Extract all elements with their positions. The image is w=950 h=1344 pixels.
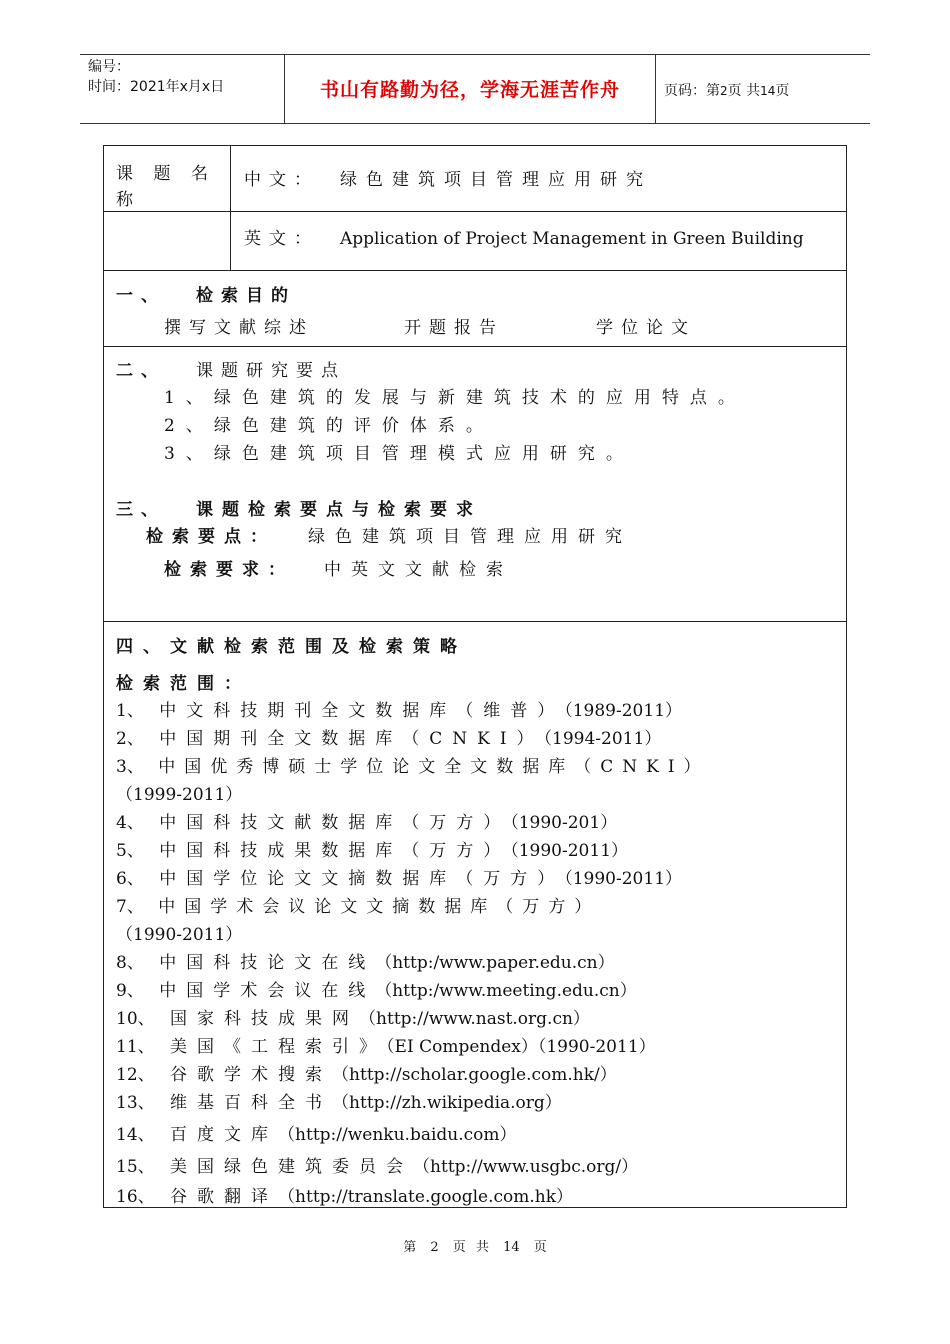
source-item (116, 1064, 838, 1086)
source-extra: （http://scholar.google.com.hk/） (332, 1065, 617, 1085)
footer-pre: 第 (403, 1240, 417, 1255)
source-item (116, 1124, 838, 1146)
source-extra: （1990-2011） (116, 925, 243, 945)
section4-heading: 四、文献检索范围及检索策略 (116, 637, 467, 657)
search-key-label: 检索要点： (146, 527, 276, 547)
source-extra: （http://wenku.baidu.com） (278, 1125, 517, 1145)
source-num: 7、 (116, 897, 144, 917)
source-extra: （1989-2011） (564, 701, 683, 721)
table-rule (104, 270, 846, 271)
source-num: 15、 (116, 1157, 155, 1177)
source-num: 3、 (116, 757, 144, 777)
serial-label: 编号： (88, 59, 130, 75)
purpose-option-thesis: 学位论文 (596, 318, 696, 338)
source-num: 9、 (116, 981, 144, 1001)
search-req-label: 检索要求： (164, 560, 294, 580)
source-item (116, 840, 838, 862)
source-name: 维基百科全书 (170, 1093, 333, 1113)
page-number: 2 (720, 84, 728, 98)
page-label: 页码：第 (664, 83, 720, 99)
source-name: 中国科技成果数据库（万方） (159, 841, 511, 861)
source-item (116, 980, 838, 1002)
topic-label-part: 名 (191, 164, 208, 184)
source-num: 10、 (116, 1009, 155, 1029)
table-rule (104, 621, 846, 622)
page-end: 页 (775, 83, 790, 99)
search-req-value: 中英文文献检索 (324, 560, 513, 580)
topic-cn-label: 中文： (244, 170, 319, 190)
section2-heading: 课题研究要点 (196, 361, 346, 381)
source-name: 中国学术会议论文文摘数据库（万方） (158, 897, 601, 917)
source-name: 中国学术会议在线 (159, 981, 376, 1001)
date-text: 时间：2021年x月x日 (88, 79, 225, 95)
research-point: 1、绿色建筑的发展与新建筑技术的应用特点。 (164, 388, 746, 408)
source-num: 11、 (116, 1037, 155, 1057)
topic-en-title: Application of Project Management in Green Building (340, 229, 804, 249)
source-name: 谷歌学术搜索 (170, 1065, 333, 1085)
source-extra: （1994-2011） (543, 729, 662, 749)
footer-post: 页 (533, 1240, 547, 1255)
source-num: 13、 (116, 1093, 155, 1113)
section3-heading: 课题检索要点与检索要求 (196, 500, 482, 520)
source-item (116, 1156, 838, 1178)
source-extra: （http://www.nast.org.cn） (359, 1009, 590, 1029)
source-name: 中国科技论文在线 (159, 953, 376, 973)
source-extra: （1990-201） (510, 813, 618, 833)
topic-cn-title: 绿色建筑项目管理应用研究 (340, 170, 652, 190)
header-meta (88, 57, 284, 97)
topic-label-part: 课 (116, 164, 133, 184)
source-num: 8、 (116, 953, 144, 973)
section1-number: 一、 (116, 286, 166, 306)
source-name: 中国学位论文文摘数据库（万方） (159, 869, 565, 889)
topic-label-tail: 称 (116, 190, 133, 210)
table-column-rule (230, 146, 231, 270)
page-total: 14 (760, 84, 776, 98)
purpose-option-proposal: 开题报告 (404, 318, 504, 338)
header-page-info (664, 80, 789, 100)
page-mid: 页 共 (727, 83, 761, 99)
source-item (116, 1036, 838, 1058)
source-extra: （http://zh.wikipedia.org） (332, 1093, 562, 1113)
source-extra: （http://www.usgbc.org/） (413, 1157, 639, 1177)
footer-mid: 页 共 (452, 1240, 489, 1255)
source-name: 国家科技成果网 (170, 1009, 360, 1029)
source-item (116, 1008, 838, 1030)
section2-number: 二、 (116, 361, 166, 381)
source-num: 4、 (116, 813, 144, 833)
footer-page-number: 2 (430, 1240, 439, 1255)
source-item (116, 1092, 838, 1114)
source-name: 中国优秀博硕士学位论文全文数据库（CNKI） (158, 757, 710, 777)
purpose-option-review: 撰写文献综述 (164, 318, 314, 338)
source-extra: （http://translate.google.com.hk） (278, 1187, 574, 1207)
footer-page-total: 14 (503, 1240, 520, 1255)
source-num: 5、 (116, 841, 144, 861)
source-name: 百度文库 (170, 1125, 279, 1145)
source-num: 2、 (116, 729, 144, 749)
source-item (116, 756, 838, 778)
page-footer (0, 1236, 950, 1255)
retrieval-form-table (103, 145, 847, 1208)
source-item (116, 700, 838, 722)
source-item (116, 1186, 838, 1208)
source-num: 6、 (116, 869, 144, 889)
topic-label (116, 161, 216, 213)
topic-en-label: 英文： (244, 229, 319, 249)
source-extra: （1990-2011） (510, 841, 629, 861)
source-extra: （http:/www.meeting.edu.cn） (375, 981, 637, 1001)
source-name: 谷歌翻译 (170, 1187, 279, 1207)
source-item (116, 868, 838, 890)
source-item (116, 812, 838, 834)
source-extra: （1999-2011） (116, 785, 243, 805)
section3-number: 三、 (116, 500, 166, 520)
search-key-value: 绿色建筑项目管理应用研究 (308, 527, 632, 547)
table-rule (104, 346, 846, 347)
header-motto: 书山有路勤为径，学海无涯苦作舟 (319, 79, 620, 101)
source-item (116, 728, 838, 750)
source-name: 中国期刊全文数据库（CNKI） (159, 729, 544, 749)
topic-label-text (116, 161, 208, 187)
source-item (116, 896, 838, 918)
source-num: 12、 (116, 1065, 155, 1085)
header-divider (655, 55, 656, 123)
research-point: 2、绿色建筑的评价体系。 (164, 416, 494, 436)
source-name: 美国《工程索引》 (170, 1037, 387, 1057)
source-item (116, 952, 838, 974)
source-extra: （http:/www.paper.edu.cn） (375, 953, 615, 973)
source-num: 16、 (116, 1187, 155, 1207)
source-name: 美国绿色建筑委员会 (170, 1157, 414, 1177)
source-num: 1、 (116, 701, 144, 721)
source-item-continued (116, 924, 838, 946)
source-name: 中文科技期刊全文数据库（维普） (159, 701, 565, 721)
source-item-continued (116, 784, 838, 806)
research-point: 3、绿色建筑项目管理模式应用研究。 (164, 444, 634, 464)
topic-label-part: 题 (153, 164, 171, 184)
source-num: 14、 (116, 1125, 155, 1145)
scope-label: 检索范围： (116, 674, 251, 694)
source-extra: （1990-2011） (564, 869, 683, 889)
page-header (80, 54, 870, 124)
section1-heading: 检索目的 (196, 286, 296, 306)
source-name: 中国科技文献数据库（万方） (159, 813, 511, 833)
source-extra: （EI Compendex）（1990-2011） (386, 1037, 656, 1057)
